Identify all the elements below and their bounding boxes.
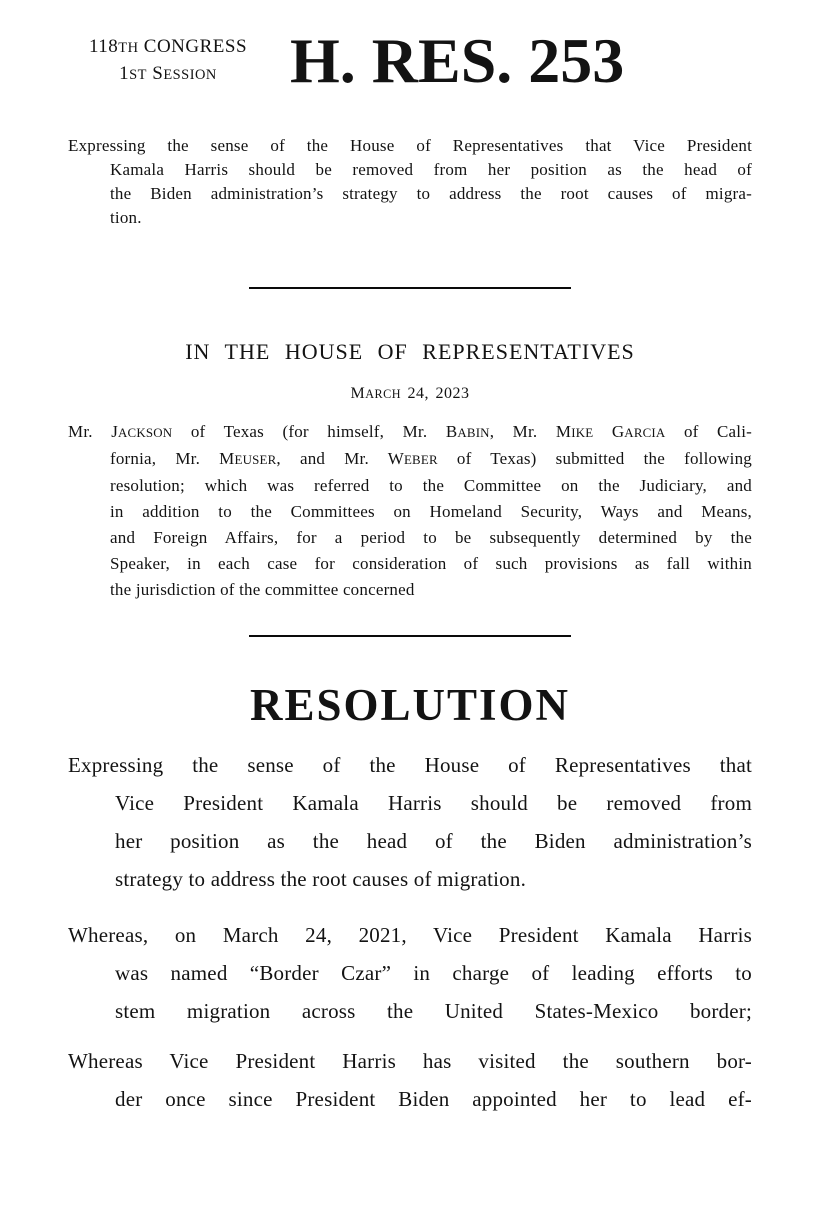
measure-title-line: the Biden administration’s strategy to address the root causes of migra- — [110, 184, 752, 203]
bill-header — [68, 0, 752, 98]
introduction-date: MARCH 24, 2023 — [350, 385, 470, 402]
sponsor-line: Mr. JACKSON of Texas (for himself, Mr. BABIN, Mr. MIKE GARCIA of Cali- — [68, 422, 753, 441]
whereas-line: Whereas, on March 24, 2021, Vice President Kamala Harris — [68, 923, 752, 947]
chamber-heading: IN THE HOUSE OF REPRESENTATIVES — [185, 339, 635, 364]
whereas-line: der once since President Biden appointed her to lead ef- — [115, 1087, 752, 1111]
whereas-clause-1 — [68, 916, 752, 1030]
sponsor-paragraph — [68, 419, 752, 603]
section-divider — [249, 287, 571, 289]
measure-title-line: Kamala Harris should be removed from her position as the head of — [110, 160, 752, 179]
measure-title-line: Expressing the sense of the House of Representatives that Vice President — [68, 136, 752, 155]
resolution-heading: RESOLUTION — [249, 680, 571, 730]
bill-number: H. RES. 253 — [290, 25, 625, 96]
resolution-title — [68, 746, 752, 898]
whereas-clause-2 — [68, 1042, 752, 1118]
resolution-title-line: Vice President Kamala Harris should be removed from — [115, 791, 752, 815]
whereas-line: was named “Border Czar” in charge of leading efforts to — [115, 961, 752, 985]
resolution-title-line: her position as the head of the Biden administration’s — [115, 829, 752, 853]
sponsor-line: in addition to the Committees on Homeland Security, Ways and Means, — [110, 502, 752, 521]
sponsor-line: fornia, Mr. MEUSER, and Mr. WEBER of Texas) submitted the following — [110, 449, 753, 468]
measure-title-line: tion. — [110, 208, 142, 227]
measure-title — [68, 134, 752, 230]
whereas-line: stem migration across the United States-Mexico border; — [115, 999, 752, 1023]
whereas-line: Whereas Vice President Harris has visited the southern bor- — [68, 1049, 752, 1073]
section-divider — [249, 635, 571, 637]
sponsor-line: and Foreign Affairs, for a period to be subsequently determined by the — [110, 528, 752, 547]
congress-line: 118TH CONGRESS — [88, 36, 248, 57]
session-line: 1ST SESSION — [119, 63, 217, 84]
congress-session-block — [68, 24, 268, 88]
resolution-title-line: strategy to address the root causes of migration. — [115, 867, 527, 891]
resolution-title-line: Expressing the sense of the House of Representatives that — [68, 753, 752, 777]
sponsor-line: the jurisdiction of the committee concerned — [110, 580, 415, 599]
sponsor-line: Speaker, in each case for consideration of such provisions as fall within — [110, 554, 752, 573]
sponsor-line: resolution; which was referred to the Committee on the Judiciary, and — [110, 476, 752, 495]
